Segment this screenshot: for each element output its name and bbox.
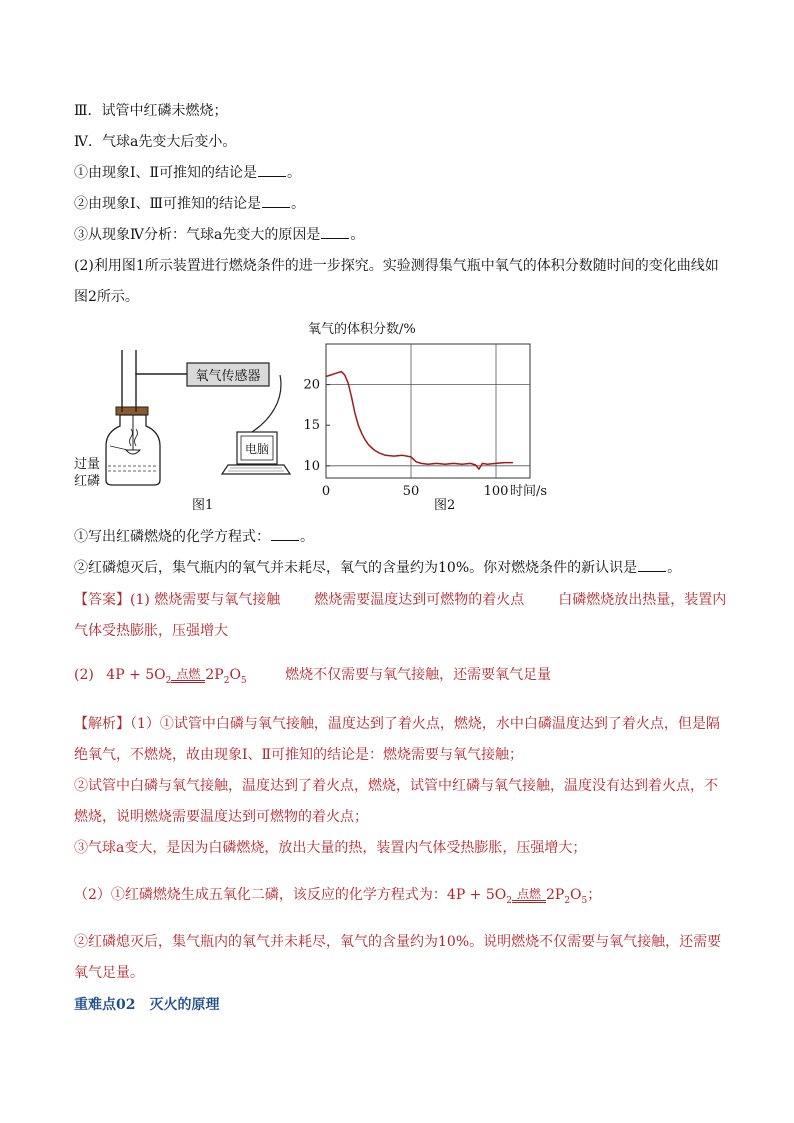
text: ①由现象Ⅰ、Ⅱ可推知的结论是 xyxy=(74,165,258,181)
analysis-tag: 【解析】 xyxy=(74,716,130,732)
text: ②红磷熄灭后，集气瓶内的氧气并未耗尽，氧气的含量约为10%。你对燃烧条件的新认识是 xyxy=(74,560,638,576)
question-2-sub1 xyxy=(74,527,314,547)
rubber-stopper xyxy=(116,407,148,415)
question-1-sub3 xyxy=(74,225,364,245)
answer-blank xyxy=(258,164,286,177)
plot-frame xyxy=(326,344,530,478)
computer-label: 电脑 xyxy=(244,442,270,456)
text: 。 xyxy=(667,560,682,576)
question-2-intro-line1: (2)利用图1所示装置进行燃烧条件的进一步探究。实验测得集气瓶中氧气的体积分数随时间的变化曲线如 xyxy=(74,258,719,274)
text: 。 xyxy=(291,196,306,212)
analysis-line-4: 燃烧，说明燃烧需要温度达到可燃物的着火点； xyxy=(74,809,368,825)
text: 。 xyxy=(300,529,314,545)
analysis-line-6 xyxy=(74,880,601,916)
text: 。 xyxy=(350,227,365,243)
answer-5: 燃烧不仅需要与氧气接触，还需要氧气足量 xyxy=(285,667,552,683)
answer-3a: 白磷燃烧放出热量，装置内 xyxy=(558,592,727,608)
analysis-line-3: ②试管中白磷与氧气接触，温度达到了着火点，燃烧，试管中红磷与氧气接触，温度没有达到着火点，不 xyxy=(74,778,718,794)
material-label-line1: 过量 xyxy=(74,457,101,472)
x-tick-label: 50 xyxy=(402,484,420,499)
question-2-sub2 xyxy=(74,558,681,578)
text: ②由现象Ⅰ、Ⅲ可推知的结论是 xyxy=(74,196,262,212)
answer-2: 燃烧需要温度达到可燃物的着火点 xyxy=(314,592,525,608)
equation-analysis: $4P + 5O_2$ 点燃 $2P_2O_5$ xyxy=(446,886,588,906)
y-tick-label: 20 xyxy=(303,377,320,393)
material-label-line2: 红磷 xyxy=(74,474,101,489)
answer-part2-prefix: (2) xyxy=(74,667,94,683)
text: 。 xyxy=(287,165,302,181)
y-axis-label: 氧气的体积分数/% xyxy=(308,322,416,337)
analysis-line-2: 绝氧气，不燃烧，故由现象Ⅰ、Ⅱ可推知的结论是：燃烧需要与氧气接触； xyxy=(74,747,524,763)
chart-ticks xyxy=(303,378,508,499)
answer-blank xyxy=(262,195,290,208)
reaction-condition: 点燃 xyxy=(516,886,541,901)
answer-blank xyxy=(638,559,666,572)
x-axis-label: 时间/s xyxy=(510,484,548,499)
question-2-intro-line2: 图2所示。 xyxy=(74,289,139,305)
answer-blank xyxy=(271,528,299,541)
phenomenon-iii: Ⅲ．试管中红磷未燃烧； xyxy=(74,103,228,119)
answer-line-3 xyxy=(74,660,551,696)
figure-1-caption: 图1 xyxy=(192,498,214,513)
figure-1-apparatus xyxy=(70,340,300,515)
answer-line-2: 气体受热膨胀，压强增大 xyxy=(74,623,228,639)
answer-blank xyxy=(321,226,349,239)
reaction-condition: 点燃 xyxy=(176,666,201,681)
analysis-line-7: ②红磷熄灭后，集气瓶内的氧气并未耗尽，氧气的含量约为10%。说明燃烧不仅需要与氧气接触，还需要 xyxy=(74,934,722,950)
analysis-text: （2）①红磷燃烧生成五氧化二磷，该反应的化学方程式为： xyxy=(74,887,447,903)
question-1-sub2 xyxy=(74,194,305,214)
analysis-line-1 xyxy=(74,714,720,734)
analysis-line-5: ③气球a变大，是因为白磷燃烧，放出大量的热，装置内气体受热膨胀，压强增大； xyxy=(74,840,587,856)
figure-2-caption: 图2 xyxy=(434,498,456,513)
analysis-line-8: 氧气足量。 xyxy=(74,965,144,981)
text: ①写出红磷燃烧的化学方程式： xyxy=(74,529,270,545)
section-heading: 重难点02 灭火的原理 xyxy=(74,997,220,1013)
answer-part1-prefix: (1) xyxy=(130,592,150,608)
equation-answer: $4P + 5O_2$ 点燃 $2P_2O_5$ xyxy=(106,666,247,686)
text: ③从现象Ⅳ分析：气球a先变大的原因是 xyxy=(74,227,321,243)
y-tick-label: 10 xyxy=(303,458,320,474)
x-tick-label: 0 xyxy=(321,484,331,499)
y-tick-label: 15 xyxy=(303,418,320,434)
answer-tag: 【答案】 xyxy=(74,592,130,608)
chart-grid xyxy=(326,344,530,478)
answer-1: 燃烧需要与氧气接触 xyxy=(154,592,281,608)
answer-line-1 xyxy=(74,590,726,610)
computer-keyboard xyxy=(222,465,290,474)
oxygen-fraction-line xyxy=(326,372,513,470)
question-1-sub1 xyxy=(74,163,301,183)
analysis-text: ； xyxy=(587,887,602,903)
x-tick-label: 100 xyxy=(483,484,509,499)
figure-2-chart xyxy=(298,318,548,515)
analysis-text: （1）①试管中白磷与氧气接触，温度达到了着火点，燃烧，水中白磷温度达到了着火点，但是隔 xyxy=(130,716,720,732)
oxygen-sensor-label: 氧气传感器 xyxy=(195,369,261,384)
phenomenon-iv: Ⅳ．气球a先变大后变小。 xyxy=(74,134,237,150)
chart-series xyxy=(326,372,513,470)
